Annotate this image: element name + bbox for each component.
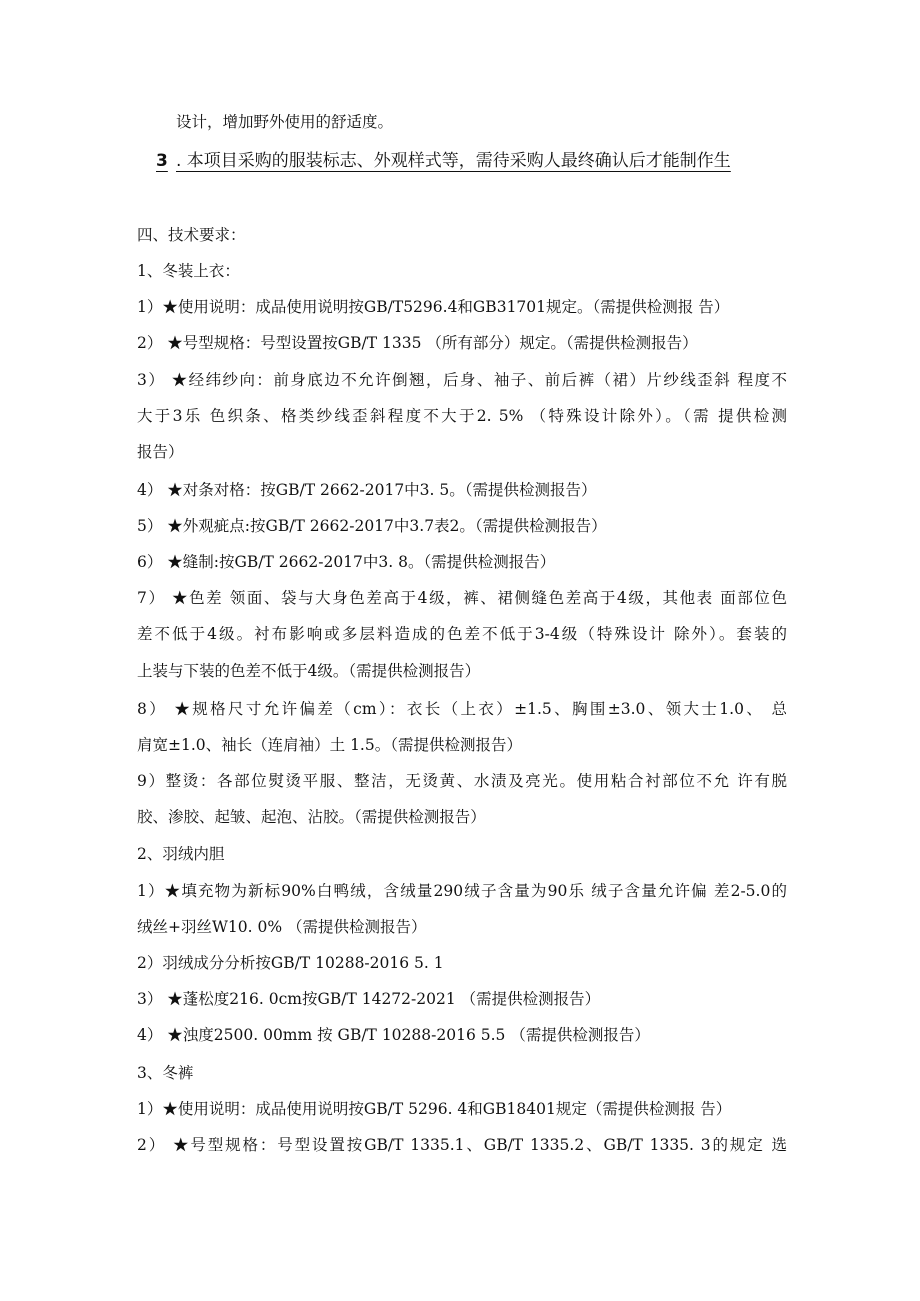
list-item: 7） ★色差 领面、袋与大身色差高于4级，裤、裙侧缝色差高于4级，其他表 面部位色 (137, 589, 787, 607)
list-item: 6） ★缝制:按GB/T 2662-2017中3. 8。（需提供检测报告） (137, 553, 556, 571)
item-text: . 本项目采购的服装标志、外观样式等，需待采购人最终确认后才能制作生 (176, 151, 731, 171)
list-item: 9）整烫：各部位熨烫平服、整洁，无烫黄、水渍及亮光。使用粘合衬部位不允 许有脱 (137, 772, 787, 790)
list-item: 1）★使用说明：成品使用说明按GB/T 5296. 4和GB18401规定（需提供检测报 告） (137, 1100, 732, 1118)
list-item: 大于3乐 色织条、格类纱线歪斜程度不大于2. 5% （特殊设计除外）。（需 提供检测 (137, 407, 787, 425)
list-item: 绒丝+羽丝W10. 0% （需提供检测报告） (137, 918, 427, 936)
list-item: 胶、渗胶、起皱、起泡、沾胶。（需提供检测报告） (137, 808, 486, 826)
list-item: 差不低于4级。衬布影响或多层料造成的色差不低于3-4级（特殊设计 除外）。套装的 (137, 625, 787, 643)
list-item: 1）★填充物为新标90%白鸭绒，含绒量290绒子含量为90乐 绒子含量允许偏 差2-5.0的 (137, 882, 787, 900)
subsection-heading: 1、冬装上衣： (137, 262, 240, 280)
list-item: 3） ★经纬纱向：前身底边不允许倒翘，后身、袖子、前后裤（裙）片纱线歪斜 程度不 (137, 371, 787, 389)
list-item: 报告） (137, 443, 184, 461)
list-item: 4） ★浊度2500. 00mm 按 GB/T 10288-2016 5.5 （需提供检测报告） (137, 1026, 650, 1044)
list-item: 5） ★外观疵点:按GB/T 2662-2017中3.7表2。（需提供检测报告） (137, 517, 607, 535)
item-number: 3 (156, 151, 168, 171)
paragraph-continuation: 设计，增加野外使用的舒适度。 (176, 113, 394, 131)
list-item: 4） ★对条对格：按GB/T 2662-2017中3. 5。（需提供检测报告） (137, 481, 597, 499)
list-item: 8） ★规格尺寸允许偏差（cm）：衣长（上衣）±1.5、胸围±3.0、领大士1.0、 总 (137, 700, 787, 718)
list-item: 2） ★号型规格：号型设置按GB/T 1335.1、GB/T 1335.2、GB/T 1335. 3的规定 选 (137, 1136, 787, 1154)
list-item: 1）★使用说明：成品使用说明按GB/T5296.4和GB31701规定。（需提供检测报 告） (137, 298, 730, 316)
list-item: 肩宽±1.0、袖长（连肩袖）土 1.5。（需提供检测报告） (137, 736, 522, 754)
list-item: 3） ★蓬松度216. 0cm按GB/T 14272-2021 （需提供检测报告） (137, 990, 601, 1008)
section-heading: 四、技术要求： (137, 226, 246, 244)
subsection-heading: 3、冬裤 (137, 1064, 194, 1082)
list-item: 2） ★号型规格：号型设置按GB/T 1335 （所有部分）规定。（需提供检测报告） (137, 334, 698, 352)
list-item: 上装与下装的色差不低于4级。（需提供检测报告） (137, 662, 481, 680)
list-item: 2）羽绒成分分析按GB/T 10288-2016 5. 1 (137, 954, 444, 972)
subsection-heading: 2、羽绒内胆 (137, 845, 225, 863)
